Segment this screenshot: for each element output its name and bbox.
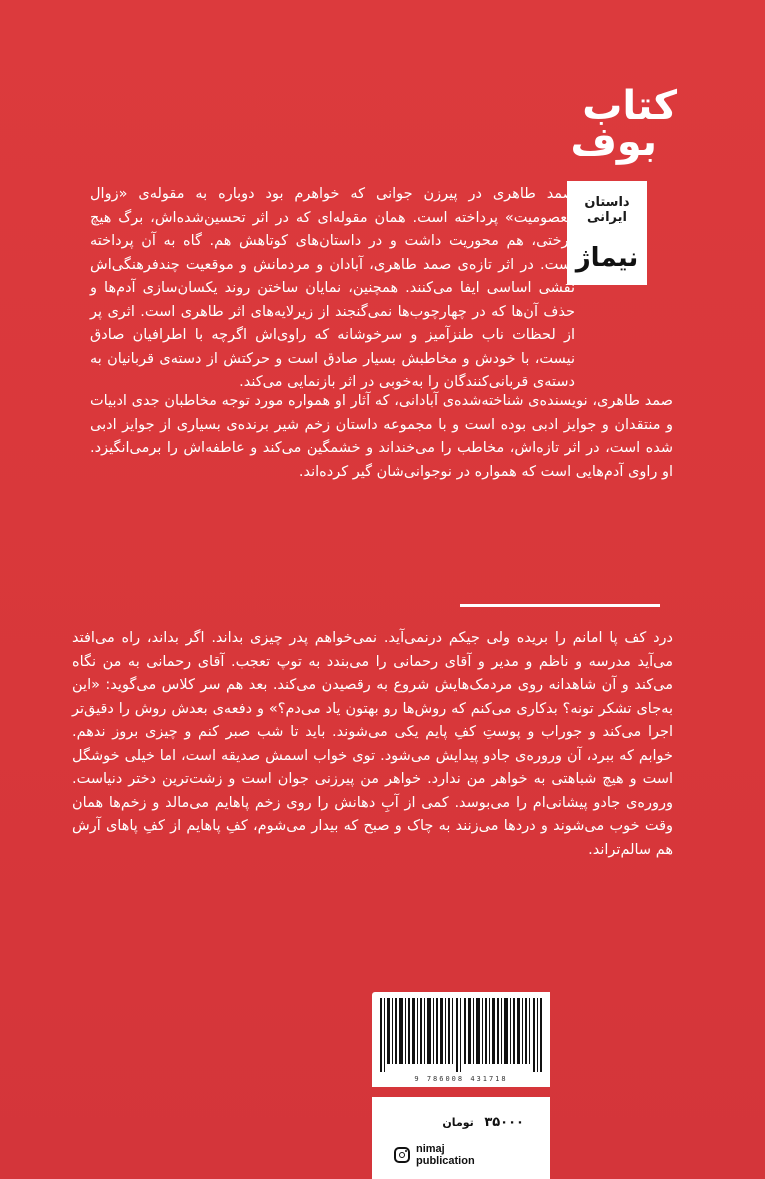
publisher-logo: [570, 83, 677, 165]
divider: [460, 604, 660, 607]
publisher-line-1: nimaj: [416, 1143, 445, 1155]
excerpt: [72, 627, 673, 862]
blurb-intro-text: صمد طاهری در پیرزن جوانی که خواهرم بود دوباره به مقوله‌ی «زوال معصومیت» پرداخته است. همان مقوله‌ای که در اثر تحسین‌شده‌اش، برگ هیچ درختی، هم محوریت داشت و در داستان‌های کوتاهش هم. گاه به آن پرداخته است. در اثر تازه‌ی صمد طاهری، آبادان و مردمانش و موقعیت چندفرهنگی‌اش نقشی اساسی ایفا می‌کنند. همچنین، نمایان ساختن روند یکسان‌سازی آدم‌ها و حذف آن‌ها که در چهارچوب‌ها نمی‌گنجند از زیرلایه‌های اثر طاهری است. اثری پر از لحظات ناب طنزآمیز و سرخوشانه که راوی‌اش اگرچه با اطرافیان صادق نیست، با خودش و مخاطبش بسیار صادق است و حرکتش از دسته‌ی قربانیان به دسته‌ی قربانی‌کنندگان را به‌خوبی در اثر بازنمایی می‌کند.: [90, 186, 575, 390]
barcode-bars: [380, 998, 542, 1072]
publisher-line-2: publication: [416, 1155, 475, 1167]
barcode-digits: 9 786008 431718: [414, 1075, 508, 1083]
price-box: [372, 1097, 550, 1179]
price-unit: تومان: [442, 1116, 474, 1129]
series-title: داستان ایرانی: [584, 195, 630, 225]
series-badge: [567, 181, 647, 285]
barcode: [372, 992, 550, 1087]
price-amount: ۳۵۰۰۰: [484, 1115, 524, 1130]
logo-line-1: کتاب: [582, 83, 677, 129]
blurb-intro: [90, 183, 575, 395]
blurb-author-text: صمد طاهری، نویسنده‌ی شناخته‌شده‌ی آبادانی، که آثار او همواره مورد توجه مخاطبان جدی ادبیات و منتقدان و جوایز ادبی بوده است و با مجموعه داستان زخم شیر برنده‌ی بسیاری از جوایز ادبی شده است، در اثر تازه‌اش، مخاطب را می‌خنداند و خشمگین می‌کند و عاطفه‌اش را برمی‌انگیزد. او راوی آدم‌هایی است که همواره در نوجوانی‌شان گیر کرده‌اند.: [90, 393, 673, 480]
instagram-icon: [394, 1147, 410, 1163]
excerpt-text: درد کف پا امانم را بریده ولی جیکم درنمی‌آید. نمی‌خواهم پدر چیزی بداند. اگر بداند، راه می‌افتد می‌آید مدرسه و ناظم و مدیر و آقای رحمانی را می‌بندد به توپ تعجب. آقای رحمانی به من نگاه می‌کند و آن شاهدانه روی مردمک‌هایش شروع به رقصیدن می‌کند. بعد هم سر کلاس می‌گوید: «این به‌جای تشکر تونه؟ بدکاری می‌کنم که روش‌ها رو بهتون یاد می‌دم؟» و دفعه‌ی بعدش روش را دقیق‌تر اجرا می‌کند و جوراب و پوستِ کفِ پایم یکی می‌شوند. باید تا شب صبر کنم و چیزی بروز ندهم. خوابم که ببرد، آن وروره‌ی جادو پیدایش می‌شود. توی خواب اسمش صدیقه است، اما خیلی خوشگل است و هیچ شباهتی به خواهر من ندارد. خواهر من پیرزنی جوان است و زشت‌ترین دختر دنیاست. وروره‌ی جادو پیشانی‌ام را می‌بوسد. کمی از آبِ دهانش را روی زخم پاهایم می‌مالد و زخم‌ها همان وقت خوب می‌شوند و دردها می‌زنند به چاک و صبح که بیدار می‌شوم، کفِ پاهایم از کفِ پاهای آرش هم سالم‌تراند.: [72, 630, 673, 858]
blurb-author: [90, 390, 673, 484]
price: [442, 1115, 524, 1130]
publisher-handle: [394, 1143, 475, 1167]
logo-line-2: بوف: [570, 119, 657, 165]
series-brand: نیماژ: [575, 243, 639, 273]
